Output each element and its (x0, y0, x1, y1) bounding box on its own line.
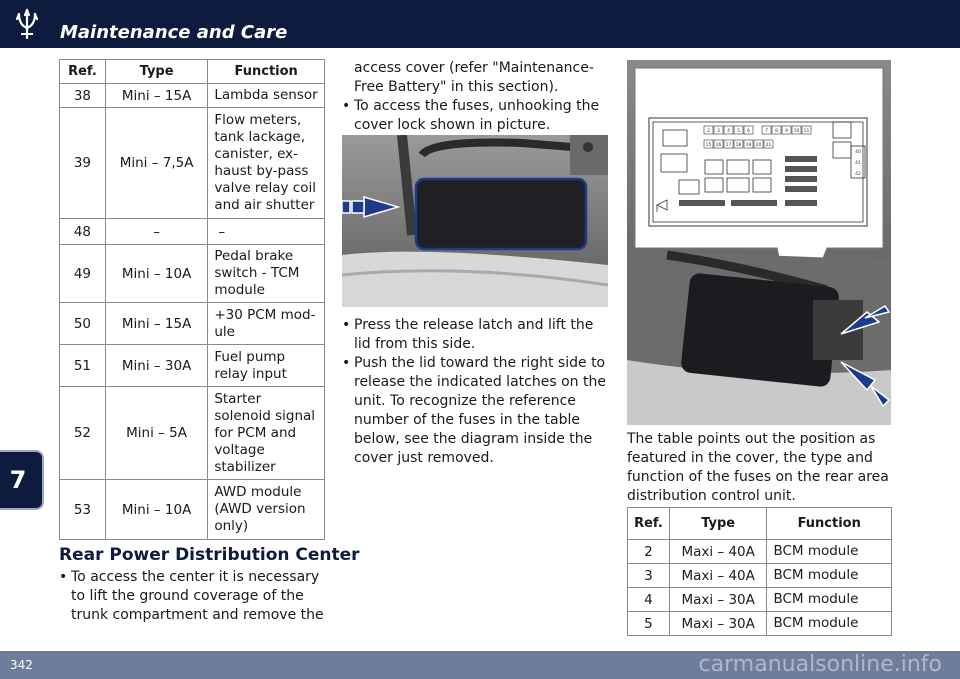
cell-ref: 50 (60, 303, 106, 345)
cell-type: Mini – 15A (105, 84, 207, 108)
diagram-label: 18 (735, 143, 742, 148)
column-header-type: Type (669, 508, 767, 540)
diagram-label: 20 (755, 143, 762, 148)
page-footer (0, 651, 960, 679)
table-header-row (60, 60, 325, 84)
cell-function: BCM module (767, 564, 892, 588)
cell-ref: 4 (628, 588, 670, 612)
table-row (60, 303, 325, 345)
cell-function: +30 PCM mod-ule (208, 303, 325, 345)
diagram-label: 11 (803, 129, 810, 134)
table-row (60, 387, 325, 480)
cell-ref: 48 (60, 219, 106, 245)
cell-type: Mini – 30A (105, 345, 207, 387)
cell-type: Maxi – 40A (669, 564, 767, 588)
fuse-table-front (59, 59, 325, 540)
cell-type: Maxi – 30A (669, 588, 767, 612)
diagram-label: 10 (793, 129, 800, 134)
cell-type: Mini – 7,5A (105, 108, 207, 219)
column3-paragraph: The table points out the position as featured in the cover, the type and function of the fuses on the rear area distribution control unit. (627, 431, 889, 504)
diagram-label: 8 (775, 129, 778, 134)
table-row (60, 84, 325, 108)
column2-text-top (342, 59, 610, 135)
cell-ref: 3 (628, 564, 670, 588)
column-header-function: Function (767, 508, 892, 540)
column-header-ref: Ref. (628, 508, 670, 540)
table-row (60, 480, 325, 540)
cell-ref: 49 (60, 245, 106, 303)
page-title: Maintenance and Care (60, 22, 288, 43)
cell-function: Starter solenoid signal for PCM and voltage stabilizer (208, 387, 325, 480)
cell-function: Fuel pump relay input (208, 345, 325, 387)
cell-function: Pedal brake switch - TCM module (208, 245, 325, 303)
table-row (60, 108, 325, 219)
diagram-label: 19 (745, 143, 752, 148)
column-header-type: Type (105, 60, 207, 84)
cell-function: AWD module (AWD version only) (208, 480, 325, 540)
cell-function: BCM module (767, 540, 892, 564)
diagram-label: 3 (717, 129, 720, 134)
table-header-row (628, 508, 892, 540)
table-row (628, 612, 892, 636)
diagram-label: 6 (747, 129, 750, 134)
page-header (0, 0, 960, 48)
table-row (628, 540, 892, 564)
column2-text-bottom (342, 316, 610, 468)
cell-function: – (208, 219, 325, 245)
page-number: 342 (10, 658, 33, 672)
cell-ref: 2 (628, 540, 670, 564)
cell-function: BCM module (767, 588, 892, 612)
cell-type: Mini – 5A (105, 387, 207, 480)
cell-function: BCM module (767, 612, 892, 636)
section-heading: Rear Power Distribution Center (59, 545, 360, 565)
diagram-label: 42 (855, 172, 861, 177)
cell-ref: 5 (628, 612, 670, 636)
diagram-label: 9 (785, 129, 788, 134)
diagram-label: 7 (765, 129, 768, 134)
fuse-box-diagram-photo (627, 60, 891, 425)
bullet-item: • Push the lid toward the right side to release the indicated latches on the unit. To recognize the reference number of the fuses in the table below, see the diagram inside the cover just removed. (342, 354, 610, 468)
cell-ref: 38 (60, 84, 106, 108)
cell-function: Flow meters, tank lackage, canister, ex-haust by-pass valve relay coil and air shutter (208, 108, 325, 219)
column-header-function: Function (208, 60, 325, 84)
cell-ref: 39 (60, 108, 106, 219)
trident-logo-icon (10, 8, 44, 40)
cell-function: Lambda sensor (208, 84, 325, 108)
diagram-label: 16 (715, 143, 722, 148)
table-row (628, 588, 892, 612)
fuse-box-diagram (627, 60, 891, 425)
diagram-label: 2 (707, 129, 710, 134)
table-row (60, 345, 325, 387)
table-row (60, 245, 325, 303)
column1-text (59, 568, 325, 625)
cover-lock-illustration (342, 135, 608, 307)
watermark: carmanualsonline.info (698, 652, 942, 677)
bullet-item: • To access the fuses, unhooking the cover lock shown in picture. (342, 97, 610, 135)
cell-type: Maxi – 30A (669, 612, 767, 636)
paragraph-continuation: access cover (refer "Maintenance-Free Battery" in this section). (354, 60, 594, 95)
diagram-label: 4 (727, 129, 730, 134)
diagram-label: 21 (765, 143, 772, 148)
table-row (60, 219, 325, 245)
column-header-ref: Ref. (60, 60, 106, 84)
bullet-item: • To access the center it is necessary to lift the ground coverage of the trunk compartment and remove the (59, 568, 325, 625)
cell-type: Mini – 15A (105, 303, 207, 345)
diagram-label: 17 (725, 143, 732, 148)
diagram-label: 15 (705, 143, 712, 148)
cell-type: Maxi – 40A (669, 540, 767, 564)
diagram-label: 41 (855, 161, 861, 166)
cover-lock-photo (342, 135, 608, 307)
diagram-label: 5 (737, 129, 740, 134)
cell-type: Mini – 10A (105, 480, 207, 540)
bullet-item: • Press the release latch and lift the lid from this side. (342, 316, 610, 354)
table-row (628, 564, 892, 588)
cell-type: – (105, 219, 207, 245)
cell-ref: 53 (60, 480, 106, 540)
fuse-table-rear (627, 507, 892, 636)
diagram-label: 40 (855, 150, 861, 155)
chapter-number: 7 (9, 466, 27, 494)
cell-type: Mini – 10A (105, 245, 207, 303)
cell-ref: 52 (60, 387, 106, 480)
chapter-tab[interactable] (0, 450, 44, 510)
cell-ref: 51 (60, 345, 106, 387)
